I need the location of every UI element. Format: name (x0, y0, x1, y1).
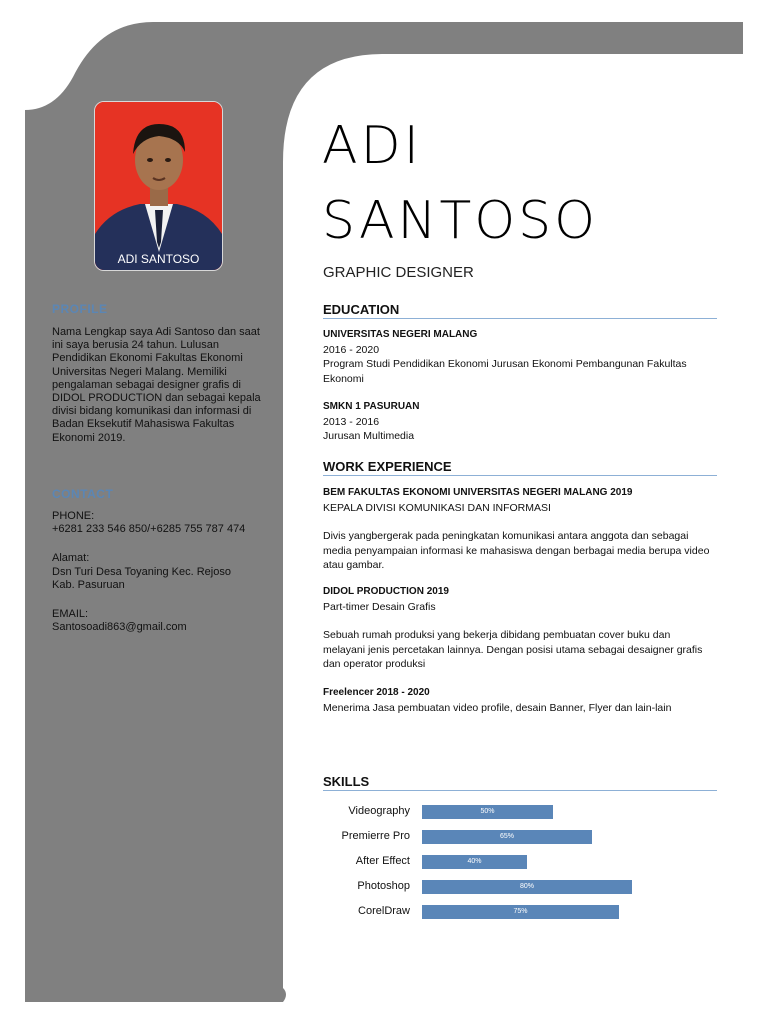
skill-name: Premierre Pro (341, 830, 410, 842)
skills-heading: SKILLS (323, 774, 717, 791)
school-years: 2016 - 2020 (323, 343, 380, 356)
work-title: Freelencer 2018 - 2020 (323, 687, 430, 698)
education-item (323, 400, 715, 444)
work-heading: WORK EXPERIENCE (323, 459, 717, 476)
school-detail: Program Studi Pendidikan Ekonomi Jurusan Ekonomi Pembangunan Fakultas Ekonomi (323, 358, 687, 385)
skill-bar: 65% (422, 830, 592, 844)
phone-label: PHONE: (52, 510, 95, 522)
contact-heading: CONTACT (52, 487, 114, 501)
profile-text: Nama Lengkap saya Adi Santoso dan saat ini saya berusia 24 tahun. Lulusan Pendidikan Ekonomi Fakultas Ekonomi Universitas Negeri Malang. Memiliki pengalaman sebagai designer grafis di DIDOL PRODUCTION dan sebagai kepala divisi bidang komunikasi dan informasi di Badan Eksekutif Mahasiswa Fakultas Ekonomi 2019. (52, 326, 261, 444)
skill-bar: 50% (422, 805, 553, 819)
photo-caption: ADI SANTOSO (117, 252, 200, 266)
school-name: SMKN 1 PASURUAN (323, 401, 420, 412)
skill-name: Videography (348, 805, 410, 817)
work-item (323, 486, 715, 573)
work-desc: Menerima Jasa pembuatan video profile, desain Banner, Flyer dan lain-lain (323, 701, 672, 714)
profile-heading: PROFILE (52, 302, 108, 316)
work-item (323, 585, 715, 672)
work-desc: Sebuah rumah produksi yang bekerja dibidang pembuatan cover buku dan melayani jenis percetakan lainnya. Dengan posisi utama sebagai desaigner grafis dan operator produksi (323, 629, 703, 670)
skill-bar: 40% (422, 855, 527, 869)
skill-name: Photoshop (357, 880, 410, 892)
school-years: 2013 - 2016 (323, 415, 380, 428)
education-heading: EDUCATION (323, 302, 717, 319)
address-value: Dsn Turi Desa Toyaning Kec. Rejoso Kab. Pasuruan (52, 565, 231, 591)
skill-bar: 75% (422, 905, 619, 919)
email-value: Santosoadi863@gmail.com (52, 621, 187, 634)
skill-bar: 80% (422, 880, 632, 894)
last-name: SANTOSO (322, 191, 599, 251)
work-title: BEM FAKULTAS EKONOMI UNIVERSITAS NEGERI MALANG 2019 (323, 487, 633, 498)
email-label: EMAIL: (52, 608, 89, 621)
education-item (323, 328, 715, 386)
work-title: DIDOL PRODUCTION 2019 (323, 586, 449, 597)
work-role: KEPALA DIVISI KOMUNIKASI DAN INFORMASI (323, 501, 551, 514)
school-detail: Jurusan Multimedia (323, 430, 415, 442)
address-label: Alamat: (52, 552, 90, 565)
work-role: Part-timer Desain Grafis (323, 600, 436, 613)
skill-name: CorelDraw (358, 905, 410, 917)
school-name: UNIVERSITAS NEGERI MALANG (323, 329, 478, 340)
work-desc: Divis yangbergerak pada peningkatan komunikasi antara anggota dan sebagai media penyampaian informasi ke mahasiswa dengan berbagai media berupa video atau gambar. (323, 530, 710, 571)
skill-name: After Effect (355, 855, 410, 867)
profile-photo (94, 101, 223, 271)
work-item (323, 686, 715, 715)
phone-value: +6281 233 546 850/+6285 755 787 474 (52, 523, 246, 536)
job-title: GRAPHIC DESIGNER (323, 264, 474, 281)
first-name: ADI (322, 116, 422, 176)
contact-block (52, 510, 264, 634)
